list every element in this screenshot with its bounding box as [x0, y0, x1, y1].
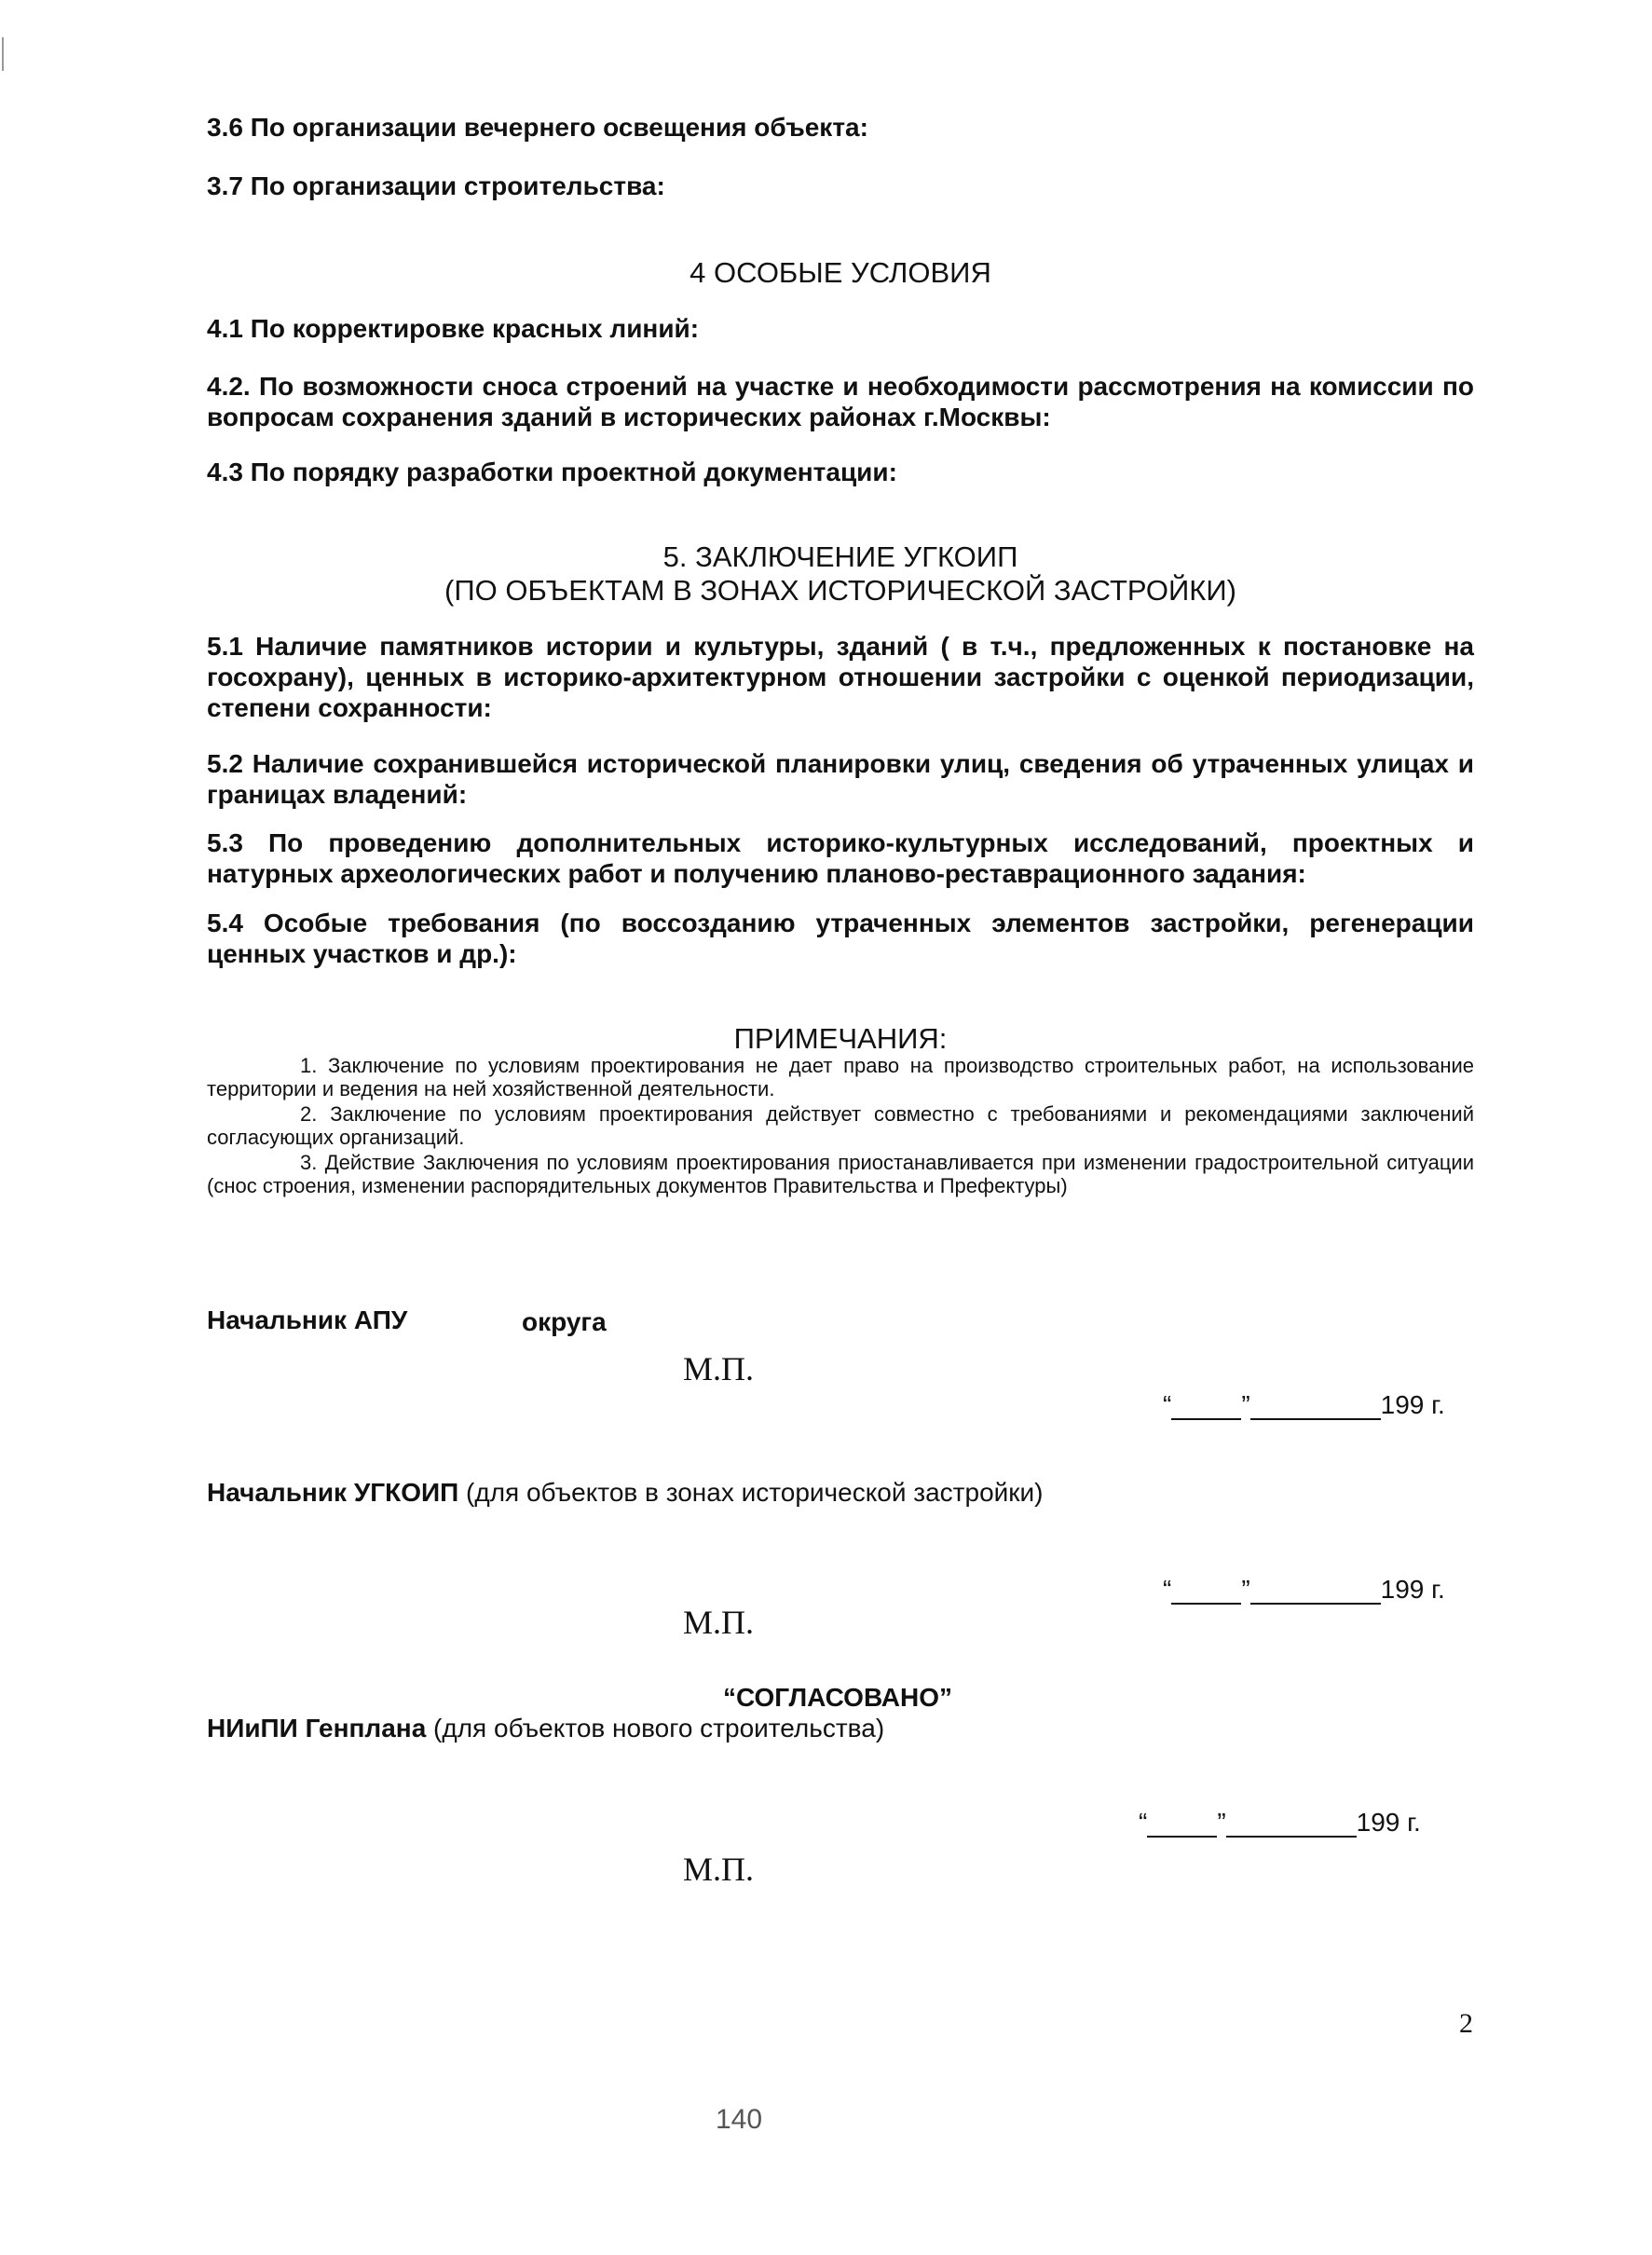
- niipi-line: [207, 1713, 884, 1744]
- month-blank-2: [1250, 1580, 1381, 1605]
- month-blank-3: [1226, 1813, 1357, 1838]
- quote-close-2: ”: [1241, 1575, 1250, 1604]
- ugkoip-chief-line: [207, 1477, 1044, 1509]
- sheet-number: 140: [716, 2104, 763, 2135]
- quote-open-3: “: [1139, 1808, 1148, 1837]
- quote-close-3: ”: [1217, 1808, 1226, 1837]
- apu-chief-label: Начальник АПУ: [207, 1305, 408, 1334]
- item-4-2: 4.2. По возможности сноса строений на участке и необходимости рассмотрения на комиссии по вопросам сохранения зданий в исторических районах г.Москвы:: [207, 372, 1474, 431]
- day-blank-1: [1171, 1396, 1241, 1420]
- page-number: 2: [1459, 2008, 1473, 2039]
- date-line-2: [1163, 1575, 1445, 1605]
- year-3: 199 г.: [1356, 1808, 1421, 1837]
- section-5-heading-line2: (ПО ОБЪЕКТАМ В ЗОНАХ ИСТОРИЧЕСКОЙ ЗАСТРОЙКИ): [444, 574, 1236, 607]
- scan-edge-mark: [2, 37, 4, 71]
- quote-close-1: ”: [1241, 1390, 1250, 1419]
- day-blank-3: [1147, 1813, 1217, 1838]
- section-4-heading: 4 ОСОБЫЕ УСЛОВИЯ: [689, 256, 991, 289]
- section-5-heading: [207, 540, 1474, 608]
- niipi-label: НИиПИ Генплана: [207, 1714, 427, 1742]
- note-1: 1. Заключение по условиям проектирования не дает право на производство строительных работ, на использование территории и ведения на ней хозяйственной деятельности.: [207, 1054, 1474, 1100]
- date-line-1: [1163, 1390, 1445, 1420]
- niipi-note: (для объектов нового строительства): [426, 1714, 885, 1742]
- month-blank-1: [1250, 1396, 1381, 1420]
- agreed-label: “СОГЛАСОВАНО”: [723, 1683, 952, 1712]
- ugkoip-chief-label: Начальник УГКОИП: [207, 1478, 459, 1507]
- stamp-place-2: М.П.: [683, 1604, 755, 1641]
- apu-okrug-label: округа: [522, 1307, 607, 1336]
- date-line-3: [1139, 1808, 1421, 1838]
- item-4-1: 4.1 По корректировке красных линий:: [207, 314, 700, 343]
- quote-open-2: “: [1163, 1575, 1172, 1604]
- notes-heading: ПРИМЕЧАНИЯ:: [733, 1022, 948, 1055]
- note-3: 3. Действие Заключения по условиям проектирования приостанавливается при изменении градостроительной ситуации (снос строения, изменении распорядительных документов Правительства и Префектуры): [207, 1151, 1474, 1197]
- year-2: 199 г.: [1380, 1575, 1445, 1604]
- item-5-2: 5.2 Наличие сохранившейся исторической планировки улиц, сведения об утраченных улицах и границах владений:: [207, 749, 1474, 809]
- year-1: 199 г.: [1380, 1390, 1445, 1419]
- note-2: 2. Заключение по условиям проектирования действует совместно с требованиями и рекомендациями заключений согласующих организаций.: [207, 1102, 1474, 1149]
- stamp-place-3: М.П.: [683, 1851, 755, 1888]
- ugkoip-chief-note: (для объектов в зонах исторической застройки): [458, 1478, 1044, 1507]
- item-5-4: 5.4 Особые требования (по воссозданию утраченных элементов застройки, регенерации ценных участков и др.):: [207, 909, 1474, 968]
- item-3-6: 3.6 По организации вечернего освещения объекта:: [207, 113, 868, 142]
- item-5-1: 5.1 Наличие памятников истории и культуры, зданий ( в т.ч., предложенных к постановке на госохрану), ценных в историко-архитектурном отношении застройки с оценкой периодизации, степени сохранности:: [207, 632, 1474, 722]
- stamp-place-1: М.П.: [683, 1350, 755, 1387]
- item-4-3: 4.3 По порядку разработки проектной документации:: [207, 458, 897, 486]
- item-3-7: 3.7 По организации строительства:: [207, 171, 665, 200]
- quote-open-1: “: [1163, 1390, 1172, 1419]
- day-blank-2: [1171, 1580, 1241, 1605]
- section-5-heading-line1: 5. ЗАКЛЮЧЕНИЕ УГКОИП: [662, 540, 1018, 573]
- item-5-3: 5.3 По проведению дополнительных историко-культурных исследований, проектных и натурных археологических работ и получению планово-реставрационного задания:: [207, 828, 1474, 888]
